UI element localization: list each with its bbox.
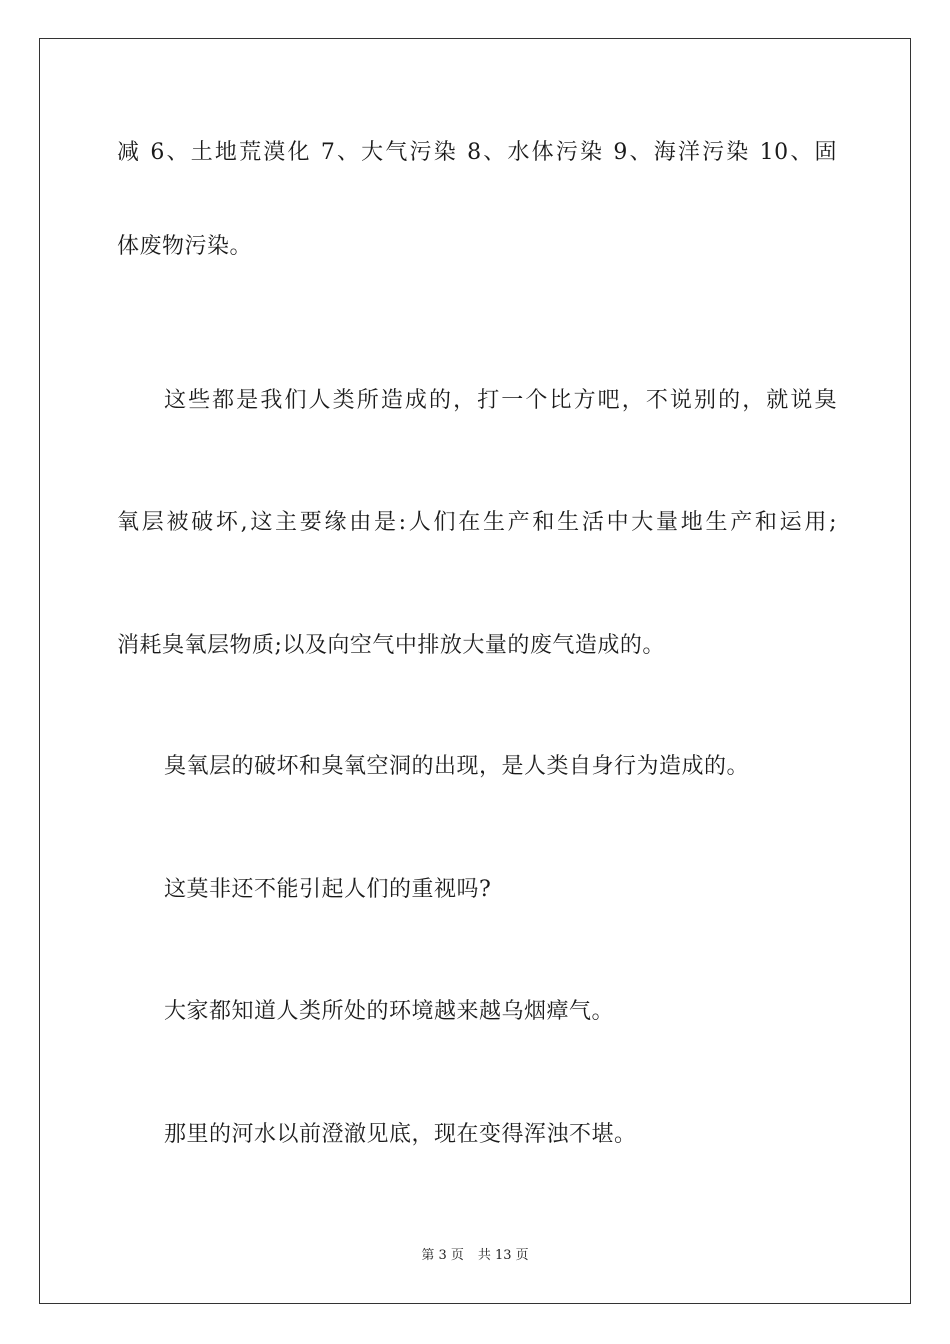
text-line-5: 消耗臭氧层物质;以及向空气中排放大量的废气造成的。 [117,633,665,658]
page-number: 第 3 页 [421,1248,464,1263]
page-total: 共 13 页 [477,1248,529,1263]
paragraph-line-9: 那里的河水以前澄澈见底，现在变得浑浊不堪。 [164,1122,637,1147]
text-line-1: 减 6、土地荒漠化 7、大气污染 8、水体污染 9、海洋污染 10、固 [117,140,837,165]
page-footer [0,1246,950,1266]
paragraph-line-3: 这些都是我们人类所造成的，打一个比方吧，不说别的，就说臭 [164,388,837,413]
page-border [39,38,911,1304]
text-line-4: 氧层被破坏,这主要缘由是:人们在生产和生活中大量地生产和运用; [117,510,837,535]
paragraph-line-6: 臭氧层的破坏和臭氧空洞的出现，是人类自身行为造成的。 [164,754,750,779]
paragraph-line-8: 大家都知道人类所处的环境越来越乌烟瘴气。 [164,999,615,1024]
text-line-2: 体废物污染。 [117,234,253,259]
paragraph-line-7: 这莫非还不能引起人们的重视吗? [164,877,492,902]
